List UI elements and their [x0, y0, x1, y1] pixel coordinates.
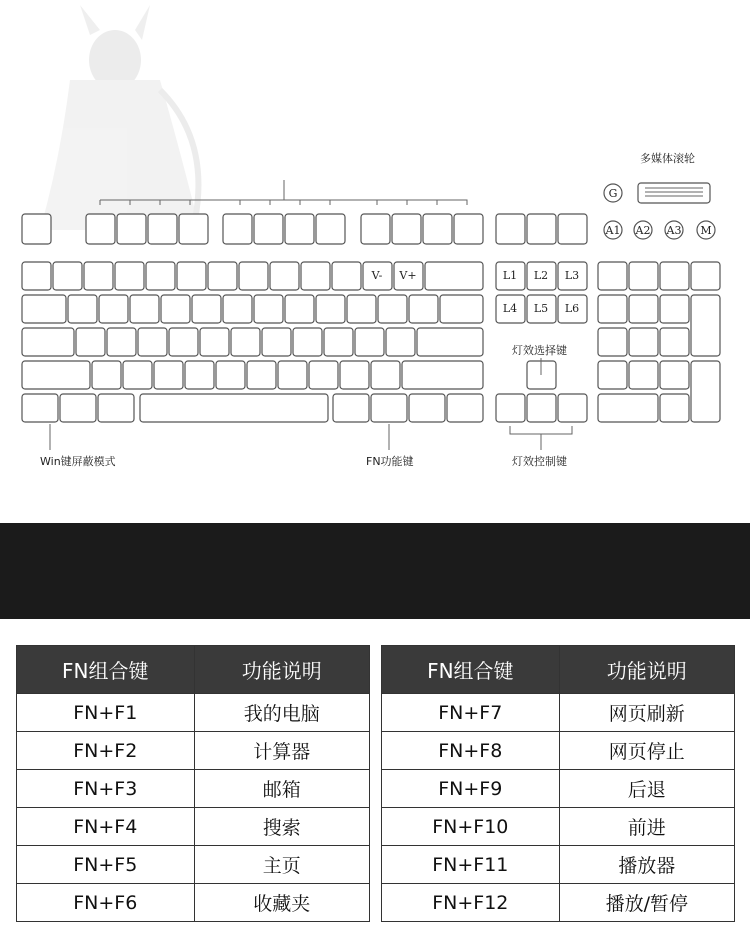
- multimedia-wheel: [638, 183, 710, 203]
- function-cell: 搜索: [194, 808, 369, 846]
- function-cell: 邮箱: [194, 770, 369, 808]
- fn-combo-cell: FN+F9: [382, 770, 560, 808]
- l5-key: L5: [533, 302, 549, 315]
- svg-text:G: G: [608, 187, 618, 200]
- dark-divider-band: [0, 523, 750, 619]
- light-select-label: 灯效选择键: [512, 344, 567, 357]
- fn-combo-cell: FN+F12: [382, 884, 560, 922]
- function-cell: 网页停止: [559, 732, 734, 770]
- function-cell: 主页: [194, 846, 369, 884]
- fn-combo-cell: FN+F2: [17, 732, 195, 770]
- header-fn-combo: FN组合键: [382, 646, 560, 694]
- volume-down-key: V-: [371, 269, 383, 282]
- fn-combo-cell: FN+F7: [382, 694, 560, 732]
- function-cell: 我的电脑: [194, 694, 369, 732]
- fn-key-label: FN功能键: [366, 455, 414, 468]
- main-key-block: [22, 262, 483, 422]
- a1-key: A1: [605, 224, 621, 237]
- table-row: [17, 770, 370, 808]
- table-row: [382, 694, 735, 732]
- header-function: 功能说明: [559, 646, 734, 694]
- fn-table-left: [16, 645, 370, 922]
- function-cell: 计算器: [194, 732, 369, 770]
- background-character-illustration: [40, 5, 200, 230]
- table-row: [382, 808, 735, 846]
- l1-key: L1: [502, 269, 518, 282]
- a2-key: A2: [635, 224, 651, 237]
- numpad: [598, 262, 720, 422]
- table-row: [17, 808, 370, 846]
- multimedia-wheel-label: 多媒体滚轮: [640, 152, 695, 165]
- table-row: [382, 846, 735, 884]
- function-row: [22, 214, 587, 244]
- light-control-label: 灯效控制键: [512, 455, 567, 468]
- l6-key: L6: [564, 302, 580, 315]
- table-row: [17, 846, 370, 884]
- macro-keys: [604, 221, 715, 239]
- table-row: [17, 732, 370, 770]
- header-function: 功能说明: [194, 646, 369, 694]
- fn-combo-cell: FN+F4: [17, 808, 195, 846]
- fn-table-right: [381, 645, 735, 922]
- l4-key: L4: [502, 302, 518, 315]
- function-cell: 前进: [559, 808, 734, 846]
- fn-combo-cell: FN+F1: [17, 694, 195, 732]
- table-row: [382, 732, 735, 770]
- table-row: [17, 694, 370, 732]
- function-cell: 播放器: [559, 846, 734, 884]
- function-cell: 收藏夹: [194, 884, 369, 922]
- table-row: [17, 884, 370, 922]
- fn-combo-cell: FN+F5: [17, 846, 195, 884]
- g-key: [604, 184, 622, 202]
- fn-combo-cell: FN+F6: [17, 884, 195, 922]
- table-row: [382, 884, 735, 922]
- fn-combo-cell: FN+F8: [382, 732, 560, 770]
- header-fn-combo: FN组合键: [17, 646, 195, 694]
- function-cell: 网页刷新: [559, 694, 734, 732]
- l3-key: L3: [564, 269, 580, 282]
- m-key: M: [700, 224, 712, 237]
- table-header-row: [17, 646, 370, 694]
- function-cell: 播放/暂停: [559, 884, 734, 922]
- fn-combo-cell: FN+F3: [17, 770, 195, 808]
- nav-cluster: [496, 262, 587, 422]
- table-header-row: [382, 646, 735, 694]
- table-row: [382, 770, 735, 808]
- a3-key: A3: [666, 224, 682, 237]
- function-cell: 后退: [559, 770, 734, 808]
- win-lock-label: Win键屏蔽模式: [40, 455, 116, 468]
- l2-key: L2: [533, 269, 549, 282]
- fn-combo-cell: FN+F10: [382, 808, 560, 846]
- volume-up-key: V+: [399, 269, 417, 282]
- fn-combo-cell: FN+F11: [382, 846, 560, 884]
